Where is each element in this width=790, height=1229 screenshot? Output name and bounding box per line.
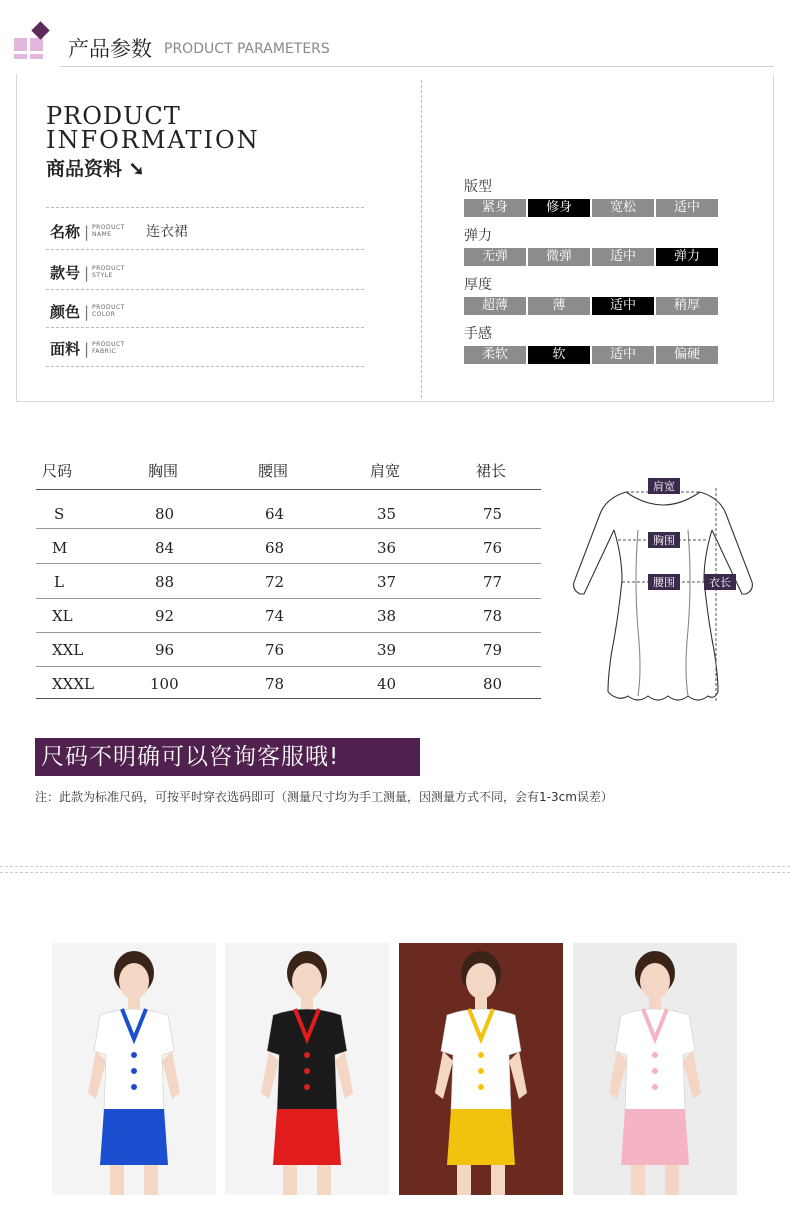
table-cell: 79 [483, 641, 503, 659]
attr-scale-fit [464, 199, 718, 217]
table-cell: 96 [155, 641, 175, 659]
button [652, 1068, 658, 1074]
table-rule [36, 563, 541, 564]
size-table-header: 裙长 [476, 462, 507, 480]
product-photo-blue [52, 943, 216, 1195]
attr-option: 适中 [592, 346, 654, 364]
attr-option: 宽松 [592, 199, 654, 217]
table-cell: 64 [265, 505, 285, 523]
section-subtitle: PRODUCT PARAMETERS [164, 41, 330, 57]
table-cell: 84 [155, 539, 175, 557]
diagram-label-waist: 腰围 [653, 576, 675, 589]
attr-option: 弹力 [656, 248, 718, 266]
neck [649, 997, 661, 1009]
attr-label-feel: 手感 [464, 326, 492, 342]
model-illustration [52, 943, 216, 1195]
table-cell: 100 [150, 675, 179, 693]
skirt [621, 1109, 689, 1165]
neck [475, 997, 487, 1009]
size-table-header: 腰围 [258, 462, 289, 480]
attr-option: 适中 [592, 248, 654, 266]
table-cell: 80 [155, 505, 175, 523]
face [292, 963, 322, 999]
attr-label-thickness: 厚度 [464, 277, 492, 293]
model-illustration [399, 943, 563, 1195]
size-table-header: 胸围 [148, 462, 179, 480]
info-heading-cn: 商品资料 ➘ [46, 158, 145, 180]
button [478, 1068, 484, 1074]
leg [457, 1165, 471, 1195]
diagram-label-shoulder: 肩宽 [653, 480, 675, 493]
table-cell: 36 [377, 539, 397, 557]
table-rule [36, 666, 541, 667]
field-divider [46, 207, 364, 208]
leg [631, 1165, 645, 1195]
attr-option: 微弹 [528, 248, 590, 266]
field-value-name: 连衣裙 [146, 224, 188, 240]
face [640, 963, 670, 999]
table-cell: 80 [483, 675, 503, 693]
field-label-style: 款号 | [50, 264, 90, 282]
top [267, 1009, 347, 1111]
diagram-label-chest: 胸围 [653, 534, 675, 547]
field-label-name: 名称 | [50, 223, 90, 241]
table-cell: 37 [377, 573, 397, 591]
table-cell: L [54, 573, 64, 591]
field-divider [46, 327, 364, 328]
attr-option: 偏硬 [656, 346, 718, 364]
field-en-color: PRODUCT COLOR [92, 304, 125, 318]
attr-option: 软 [528, 346, 590, 364]
button [304, 1068, 310, 1074]
button [304, 1052, 310, 1058]
table-cell: M [52, 539, 68, 557]
table-cell: S [54, 505, 65, 523]
field-divider [46, 249, 364, 250]
button [131, 1084, 137, 1090]
attr-option: 适中 [592, 297, 654, 315]
table-cell: 78 [483, 607, 503, 625]
table-rule [36, 632, 541, 633]
table-rule [36, 489, 541, 490]
table-cell: 39 [377, 641, 397, 659]
button [304, 1084, 310, 1090]
field-divider [46, 289, 364, 290]
table-cell: 68 [265, 539, 285, 557]
table-cell: XXXL [52, 675, 94, 693]
field-en-fabric: PRODUCT FABRIC [92, 341, 125, 355]
brand-logo-icon [14, 20, 54, 60]
header-divider [60, 66, 774, 67]
table-cell: XL [52, 607, 73, 625]
button [131, 1068, 137, 1074]
button [652, 1084, 658, 1090]
table-cell: XXL [52, 641, 84, 659]
attr-scale-thickness [464, 297, 718, 315]
product-photo-yellow [399, 943, 563, 1195]
table-cell: 76 [483, 539, 503, 557]
field-label-color: 颜色 | [50, 303, 90, 321]
attr-option: 稍厚 [656, 297, 718, 315]
attr-option: 柔软 [464, 346, 526, 364]
button [652, 1052, 658, 1058]
size-table-header: 尺码 [42, 462, 73, 480]
attr-option: 薄 [528, 297, 590, 315]
leg [110, 1165, 124, 1195]
size-help-banner: 尺码不明确可以咨询客服哦! [35, 738, 420, 776]
button [478, 1084, 484, 1090]
model-illustration [225, 943, 389, 1195]
leg [317, 1165, 331, 1195]
attr-option: 适中 [656, 199, 718, 217]
attr-option: 修身 [528, 199, 590, 217]
info-divider [421, 80, 422, 398]
table-cell: 35 [377, 505, 397, 523]
field-divider [46, 366, 364, 367]
table-cell: 40 [377, 675, 397, 693]
face [119, 963, 149, 999]
button [131, 1052, 137, 1058]
attr-option: 无弹 [464, 248, 526, 266]
attr-scale-feel [464, 346, 718, 364]
table-rule [36, 698, 541, 699]
model-illustration [573, 943, 737, 1195]
table-cell: 77 [483, 573, 503, 591]
size-note: 注：此款为标准尺码，可按平时穿衣选码即可（测量尺寸均为手工测量，因测量方式不同，会有1-3cm误差） [35, 790, 613, 804]
attr-label-fit: 版型 [464, 179, 492, 195]
field-en-style: PRODUCT STYLE [92, 265, 125, 279]
leg [283, 1165, 297, 1195]
skirt [273, 1109, 341, 1165]
table-rule [36, 528, 541, 529]
table-rule [36, 598, 541, 599]
section-divider [0, 866, 790, 867]
top [441, 1009, 521, 1111]
top [615, 1009, 695, 1111]
leg [491, 1165, 505, 1195]
product-photo-red [225, 943, 389, 1195]
attr-option: 超薄 [464, 297, 526, 315]
table-cell: 88 [155, 573, 175, 591]
face [466, 963, 496, 999]
table-cell: 78 [265, 675, 285, 693]
attr-option: 紧身 [464, 199, 526, 217]
diagram-label-length: 衣长 [709, 576, 731, 589]
info-heading-line1: PRODUCT [46, 102, 181, 130]
neck [301, 997, 313, 1009]
top [94, 1009, 174, 1111]
skirt [100, 1109, 168, 1165]
attr-label-stretch: 弹力 [464, 228, 492, 244]
section-divider [0, 872, 790, 873]
leg [144, 1165, 158, 1195]
info-heading-line2: INFORMATION [46, 126, 260, 154]
skirt [447, 1109, 515, 1165]
size-table-header: 肩宽 [370, 462, 401, 480]
field-label-fabric: 面料 | [50, 340, 90, 358]
table-cell: 74 [265, 607, 285, 625]
product-photo-pink [573, 943, 737, 1195]
neck [128, 997, 140, 1009]
field-en-name: PRODUCT NAME [92, 224, 125, 238]
table-cell: 92 [155, 607, 175, 625]
table-cell: 38 [377, 607, 397, 625]
table-cell: 76 [265, 641, 285, 659]
table-cell: 75 [483, 505, 503, 523]
section-title: 产品参数 [68, 37, 152, 61]
dress-measurement-diagram [568, 470, 758, 710]
leg [665, 1165, 679, 1195]
table-cell: 72 [265, 573, 285, 591]
button [478, 1052, 484, 1058]
attr-scale-stretch [464, 248, 718, 266]
